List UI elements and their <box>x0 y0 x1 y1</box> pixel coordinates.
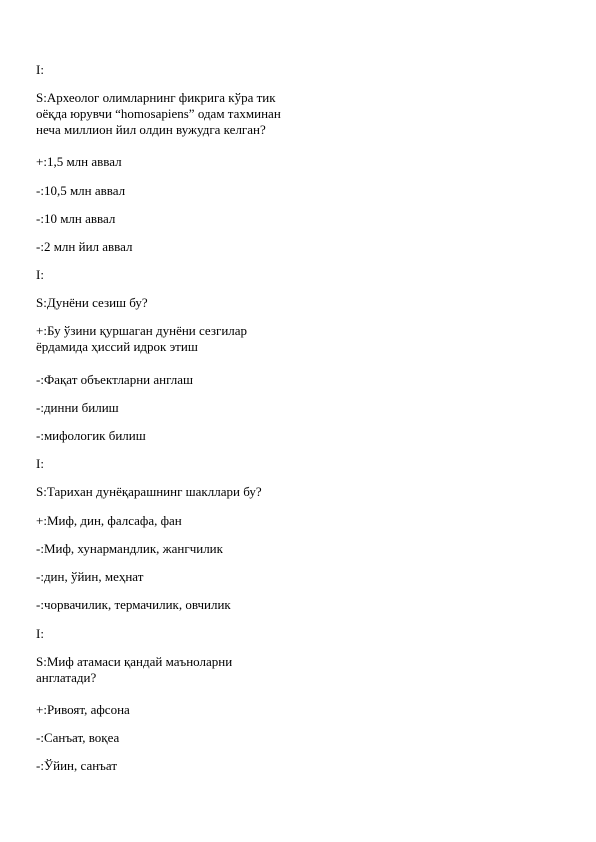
answer-option-4c: -:Ўйин, санъат <box>36 758 118 773</box>
answer-option-3b: -:Миф, хунармандлик, жангчилик <box>36 541 223 556</box>
answer-correct-2: +:Бу ўзини қуршаган дунёни сезгилар ёрдамида ҳиссий идрок этиш <box>36 323 248 354</box>
answer-option-1d: -:2 млн йил аввал <box>36 239 133 254</box>
question-marker-1: I: <box>36 62 44 77</box>
answer-option-2b: -:Фақат объектларни англаш <box>36 372 194 387</box>
question-text-4: S:Миф атамаси қандай маъноларни англатади? <box>36 654 233 685</box>
answer-option-3d: -:чорвачилик, термачилик, овчилик <box>36 597 231 612</box>
answer-correct-4: +:Ривоят, афсона <box>36 702 130 717</box>
answer-correct-1: +:1,5 млн аввал <box>36 154 122 169</box>
question-text-3: S:Тарихан дунёқарашнинг шакллари бу? <box>36 484 262 499</box>
answer-option-1c: -:10 млн аввал <box>36 211 116 226</box>
answer-correct-3: +:Миф, дин, фалсафа, фан <box>36 513 182 528</box>
answer-option-2d: -:мифологик билиш <box>36 428 146 443</box>
question-marker-4: I: <box>36 626 44 641</box>
question-text-1: S:Археолог олимларнинг фикрига кўра тик оёқда юрувчи “homosapiens” одам тахминан неча миллион йил олдин вужудга келган? <box>36 90 281 137</box>
question-marker-3: I: <box>36 456 44 471</box>
answer-option-4b: -:Санъат, воқеа <box>36 730 120 745</box>
question-text-2: S:Дунёни сезиш бу? <box>36 295 148 310</box>
question-marker-2: I: <box>36 267 44 282</box>
answer-option-3c: -:дин, ўйин, меҳнат <box>36 569 144 584</box>
answer-option-1b: -:10,5 млн аввал <box>36 183 126 198</box>
answer-option-2c: -:динни билиш <box>36 400 119 415</box>
